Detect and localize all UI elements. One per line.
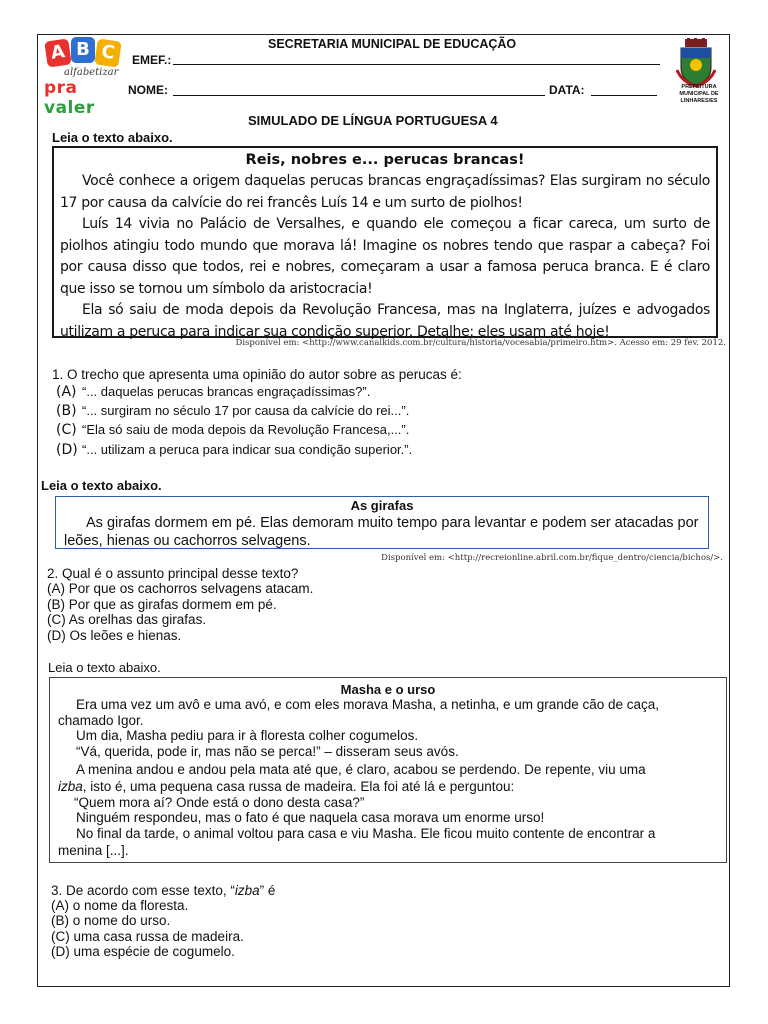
page-header-title: SECRETARIA MUNICIPAL DE EDUCAÇÃO [268, 37, 517, 51]
izba-term: izba [58, 779, 83, 794]
emef-label: EMEF.: [132, 53, 172, 67]
text2-body: As girafas dormem em pé. Elas demoram muito tempo para levantar e podem ser atacadas por leões, hienas ou cachorros selvagens. [64, 515, 699, 549]
logo-tagline: alfabetizar [64, 67, 119, 78]
text1-source: Disponível em: <http://www.canalkids.com.br/cultura/historia/vocesabia/primeiro.htm>. Acesso em: 29 fev. 2012. [235, 338, 726, 348]
question3-text [51, 883, 275, 898]
question1-option-d[interactable] [56, 442, 412, 458]
text3-title: Masha e o urso [340, 682, 436, 697]
text3-line: Um dia, Masha pediu para ir à floresta colher cogumelos. [76, 728, 419, 743]
municipal-coat-of-arms-icon [676, 38, 716, 88]
option-text: “... surgiram no século 17 por causa da calvície do rei...”. [82, 403, 410, 418]
question3-option-a[interactable]: (A) o nome da floresta. [51, 898, 189, 913]
text3-line: “Vá, querida, pode ir, mas não se perca!” – disseram seus avós. [76, 744, 459, 759]
logo-letter-a: A [44, 38, 71, 67]
alfabetizar-logo [44, 39, 126, 118]
text2-box [55, 496, 709, 549]
text1-box [52, 146, 718, 338]
question1-option-b[interactable] [56, 403, 409, 419]
option-key: (D) [56, 442, 78, 458]
emblem-caption: PREFEITURA MUNICIPAL DE LINHARES/ES [679, 84, 719, 104]
question3-suffix: ” é [259, 883, 276, 898]
text2-title: As girafas [350, 498, 414, 513]
question1-option-c[interactable] [56, 422, 409, 438]
text3-line: menina [...]. [58, 843, 129, 858]
text1-paragraph: Você conhece a origem daquelas perucas brancas engraçadíssimas? Elas surgiram no século 17 por causa da calvície do rei francês Luís 14 e um surto de piolhos! [60, 173, 710, 211]
text3-instruction: Leia o texto abaixo. [48, 660, 161, 675]
data-field[interactable] [591, 95, 657, 96]
text1-paragraph: Ela só saiu de moda depois da Revolução Francesa, mas na Inglaterra, juízes e advogados utilizam a peruca para indicar sua condição superior. Detalhe: eles usam até hoje! [60, 302, 710, 340]
text3-line: A menina andou e andou pela mata até que, é claro, acabou se perdendo. De repente, viu uma [76, 762, 646, 777]
question3-option-d[interactable]: (D) uma espécie de cogumelo. [51, 944, 235, 959]
option-key: (B) [56, 403, 77, 419]
question3-option-b[interactable]: (B) o nome do urso. [51, 913, 171, 928]
text2-instruction: Leia o texto abaixo. [41, 478, 162, 493]
logo-letter-c: C [94, 38, 121, 67]
logo-title: pra valer [44, 78, 95, 118]
text3-line [58, 779, 514, 794]
text3-line: chamado Igor. [58, 713, 144, 728]
text3-line: Era uma vez um avô e uma avó, e com eles morava Masha, a netinha, e um grande cão de caça, [76, 697, 660, 712]
option-text: “... utilizam a peruca para indicar sua condição superior.”. [82, 442, 413, 457]
text3-line: Ninguém respondeu, mas o fato é que naquela casa morava um enorme urso! [76, 810, 545, 825]
exam-title: SIMULADO DE LÍNGUA PORTUGUESA 4 [248, 113, 498, 128]
question2-option-d[interactable]: (D) Os leões e hienas. [47, 628, 182, 643]
question3-option-c[interactable]: (C) uma casa russa de madeira. [51, 929, 244, 944]
emef-field[interactable] [173, 64, 660, 65]
question1-option-a[interactable] [56, 384, 370, 400]
question1-text: 1. O trecho que apresenta uma opinião do autor sobre as perucas é: [52, 367, 462, 382]
option-text: “Ela só saiu de moda depois da Revolução Francesa,...”. [82, 422, 410, 437]
text2-source: Disponível em: <http://recreionline.abril.com.br/fique_dentro/ciencia/bichos/>. [381, 553, 723, 563]
question3-prefix: 3. De acordo com esse texto, “ [51, 883, 235, 898]
text1-instruction: Leia o texto abaixo. [52, 130, 173, 145]
question2-option-a[interactable]: (A) Por que os cachorros selvagens atacam. [47, 581, 314, 596]
nome-field[interactable] [173, 95, 545, 96]
text1-paragraph: Luís 14 vivia no Palácio de Versalhes, e quando ele começou a ficar careca, um surto de piolhos atingiu todo mundo que morava lá! Imagine os nobres tendo que raspar a cabeça? Foi por causa disso que todos, rei e nobres, começaram a usar a famosa peruca branca. E é claro que isso se tornou um símbolo da aristocracia! [60, 216, 710, 297]
text3-line: No final da tarde, o animal voltou para casa e viu Masha. Ele ficou muito contente de encontrar a [76, 826, 656, 841]
option-text: “... daquelas perucas brancas engraçadíssimas?”. [82, 384, 371, 399]
question3-term: izba [234, 883, 260, 898]
nome-label: NOME: [128, 83, 168, 97]
text3-line: “Quem mora aí? Onde está o dono desta casa?” [74, 795, 365, 810]
logo-letter-b: B [71, 37, 95, 63]
question2-text: 2. Qual é o assunto principal desse texto? [47, 566, 299, 581]
option-key: (A) [56, 384, 77, 400]
text1-title: Reis, nobres e... perucas brancas! [245, 152, 525, 168]
text3-line-rest: , isto é, uma pequena casa russa de madeira. Ela foi até lá e perguntou: [82, 779, 515, 794]
question2-option-c[interactable]: (C) As orelhas das girafas. [47, 612, 207, 627]
option-key: (C) [56, 422, 77, 438]
question2-option-b[interactable]: (B) Por que as girafas dormem em pé. [47, 597, 277, 612]
data-label: DATA: [549, 83, 585, 97]
